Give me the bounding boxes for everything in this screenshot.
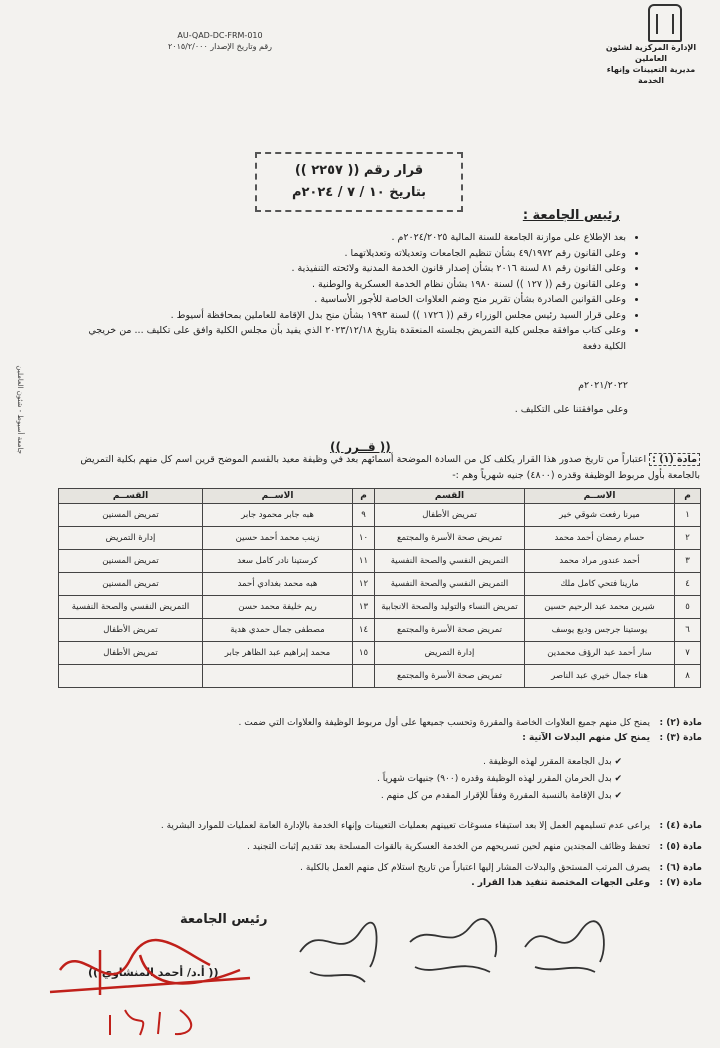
cell-dept: تمريض النساء والتوليد والصحة الانجابية [375, 596, 525, 619]
cell-dept: التمريض النفسي والصحة النفسية [375, 550, 525, 573]
col-header: القسم [375, 489, 525, 504]
cell-dept: إدارة التمريض [375, 642, 525, 665]
preamble-item: • وعلى القوانين الصادرة بشأن تقرير منح وضم العلاوات الخاصة للأجور الأساسية . [66, 292, 626, 308]
cell-num: ١٢ [353, 573, 375, 596]
table-row [59, 642, 701, 665]
preamble-item: • وعلى القانون رقم (( ١٢٧ )) لسنة ١٩٨٠ بشأن نظام الخدمة العسكرية والوطنية . [66, 277, 626, 293]
decision-box [255, 152, 463, 212]
article-7-label: مادة (٧) : [659, 878, 702, 888]
signature-3-icon [400, 912, 510, 987]
col-header: م [353, 489, 375, 504]
article-5 [52, 840, 702, 855]
cell-name: مارينا فتحي كامل ملك [525, 573, 675, 596]
cell-dept [59, 665, 203, 688]
allowance-item: ✔ بدل الحرمان المقرر لهذه الوظيفة وقدره (٩٠٠) جنيهات شهرياً . [52, 771, 622, 788]
graduation-year: ٢٠٢١/٢٠٢٢م [578, 380, 628, 391]
president-title: رئيس الجامعة : [522, 208, 620, 223]
signature-2-icon [290, 912, 390, 992]
article-7-text: وعلى الجهات المختصة تنفيذ هذا القرار . [471, 878, 650, 888]
cell-num: ٢ [675, 527, 701, 550]
cell-dept: تمريض الأطفال [375, 504, 525, 527]
table-row [59, 504, 701, 527]
cell-dept: تمريض المسنين [59, 573, 203, 596]
cell-name: هبه محمد بغدادي أحمد [203, 573, 353, 596]
decision-number: قرار رقم (( ٢٢٥٧ )) [294, 163, 424, 178]
cell-dept: تمريض صحة الأسرة والمجتمع [375, 665, 525, 688]
signature-4-icon [515, 912, 615, 982]
table-header-row [59, 489, 701, 504]
cell-dept: تمريض المسنين [59, 550, 203, 573]
cell-num: ٥ [675, 596, 701, 619]
article-1-label: مادة (١) : [649, 453, 700, 466]
table-row [59, 619, 701, 642]
preamble-item: • وعلى قرار السيد رئيس مجلس الوزراء رقم (( ١٧٢٦ )) لسنة ١٩٩٣ بشأن منح بدل الإقامة للعاملين بمحافظة أسيوط . [66, 308, 626, 324]
cell-dept: تمريض الأطفال [59, 642, 203, 665]
col-header: م [675, 489, 701, 504]
cell-num: ٤ [675, 573, 701, 596]
decision-date: بتاريخ ١٠ / ٧ / ٢٠٢٤م [291, 185, 427, 200]
col-header: الاســم [203, 489, 353, 504]
article-2-text: يمنح كل منهم جميع العلاوات الخاصة والمقررة وتحسب جميعها على أول مربوط الوظيفة والعلاوات التي ضمت . [238, 718, 650, 728]
cell-num: ١٤ [353, 619, 375, 642]
preamble-tail [88, 378, 628, 418]
cell-num: ٦ [675, 619, 701, 642]
cell-name: كرستينا نادر كامل سعد [203, 550, 353, 573]
cell-dept: إدارة التمريض [59, 527, 203, 550]
allowance-item: ✔ بدل الإقامة بالنسبة المقررة وفقاً للإقرار المقدم من كل منهم . [52, 788, 622, 805]
table-row [59, 596, 701, 619]
cell-name: ريم خليفة محمد حسن [203, 596, 353, 619]
signature-title: رئيس الجامعة [180, 912, 268, 927]
article-1-text: اعتباراً من تاريخ صدور هذا القرار يكلف كل من السادة الموضحة أسمائهم بعد في وظيفة معيد بالقسم الموضح قرين اسم كل منهم بكلية التمريض بالجامعة بأول مربوط الوظيفة وقدره (٤٨٠٠) جنيه شهرياً وهم :- [80, 454, 700, 481]
cell-dept: تمريض صحة الأسرة والمجتمع [375, 619, 525, 642]
cell-dept: تمريض صحة الأسرة والمجتمع [375, 527, 525, 550]
articles-block [52, 716, 702, 891]
margin-note: جامعة أسيوط - شئون العاملين [16, 365, 24, 454]
article-6 [52, 861, 702, 876]
cell-dept: تمريض الأطفال [59, 619, 203, 642]
col-header: القســم [59, 489, 203, 504]
cell-dept: تمريض المسنين [59, 504, 203, 527]
department-header [596, 42, 706, 86]
cell-num: ١٣ [353, 596, 375, 619]
allowance-item: ✔ بدل الجامعة المقرر لهذه الوظيفة . [52, 754, 622, 771]
form-header [150, 30, 290, 52]
article-2 [52, 716, 702, 731]
cell-num: ٩ [353, 504, 375, 527]
cell-num: ١ [675, 504, 701, 527]
col-header: الاســم [525, 489, 675, 504]
form-code: AU-QAD-DC-FRM-010 [177, 31, 263, 40]
preamble-list [66, 230, 640, 354]
article-3-text: يمنح كل منهم البدلات الآتية : [522, 733, 650, 743]
cell-num [353, 665, 375, 688]
preamble-item: • وعلى كتاب موافقة مجلس كلية التمريض بجلسته المنعقدة بتاريخ ٢٠٢٣/١٢/١٨ الذي يفيد بأن مجلس الكلية وافق على تكليف ... من خريجي الكلية دفعة [66, 323, 626, 354]
cell-name: زينب محمد أحمد حسين [203, 527, 353, 550]
cell-num: ٨ [675, 665, 701, 688]
article-5-label: مادة (٥) : [659, 842, 702, 852]
approval-line: وعلى موافقتنا على التكليف . [514, 404, 628, 415]
cell-num: ١٠ [353, 527, 375, 550]
cell-name: شيرين محمد عبد الرحيم حسين [525, 596, 675, 619]
article-3 [52, 731, 702, 746]
article-4 [52, 819, 702, 834]
article-4-label: مادة (٤) : [659, 821, 702, 831]
table-row [59, 550, 701, 573]
decides-heading: (( قــرر )) [330, 440, 391, 454]
cell-name: هناء جمال خيري عبد الناصر [525, 665, 675, 688]
cell-name: أحمد عندور مراد محمد [525, 550, 675, 573]
cell-name: ميرنا رفعت شوقي خير [525, 504, 675, 527]
cell-num: ١٥ [353, 642, 375, 665]
table-row [59, 665, 701, 688]
cell-num: ٣ [675, 550, 701, 573]
signature-name: (( أ.د/ أحمد المنشاوي )) [88, 966, 219, 979]
dept-line-1: الإدارة المركزية لشئون العاملين [605, 43, 697, 63]
cell-dept: التمريض النفسي والصحة النفسية [59, 596, 203, 619]
president-signature-icon [40, 930, 270, 1040]
article-2-label: مادة (٢) : [659, 718, 702, 728]
cell-num: ١١ [353, 550, 375, 573]
appointees-table [58, 488, 701, 688]
cell-name: حسام رمضان أحمد محمد [525, 527, 675, 550]
preamble-item: • بعد الإطلاع على موازنة الجامعة للسنة المالية ٢٠٢٤/٢٠٢٥م . [66, 230, 626, 246]
cell-name: محمد إبراهيم عبد الظاهر جابر [203, 642, 353, 665]
dept-line-2: مديرية التعيينات وإنهاء الخدمة [606, 65, 696, 85]
article-3-label: مادة (٣) : [659, 733, 702, 743]
article-7 [52, 876, 702, 891]
cell-num: ٧ [675, 642, 701, 665]
cell-name: سار أحمد عبد الرؤف محمدين [525, 642, 675, 665]
allowances-list [52, 746, 702, 813]
article-5-text: تحفظ وظائف المجندين منهم لحين تسريحهم من الخدمة العسكرية بالقوات المسلحة بعد تقديم إثبات التجنيد . [247, 842, 650, 852]
cell-name: مصطفى جمال حمدي هدية [203, 619, 353, 642]
issue-line: رقم وتاريخ الإصدار ٢٠١٥/٢/٠٠٠ [167, 42, 273, 51]
cell-name: يوستينا جرجس وديع يوسف [525, 619, 675, 642]
preamble-item: • وعلى القانون رقم ٨١ لسنة ٢٠١٦ بشأن إصدار قانون الخدمة المدنية ولائحته التنفيذية . [66, 261, 626, 277]
table-row [59, 527, 701, 550]
university-logo-icon [648, 4, 682, 42]
article-6-text: يصرف المرتب المستحق والبدلات المشار إليها اعتباراً من تاريخ استلام كل منهم العمل بالكلية . [300, 863, 650, 873]
cell-dept: التمريض النفسي والصحة النفسية [375, 573, 525, 596]
cell-name: هبه جابر محمود جابر [203, 504, 353, 527]
article-1 [60, 452, 700, 484]
cell-name [203, 665, 353, 688]
table-row [59, 573, 701, 596]
article-4-text: يراعى عدم تسليمهم العمل إلا بعد استيفاء مسوغات تعيينهم بعمليات التعيينات وإنهاء الخدمة بالإدارة العامة لعمليات للموارد البشرية . [160, 821, 650, 831]
article-6-label: مادة (٦) : [659, 863, 702, 873]
preamble-item: • وعلى القانون رقم ٤٩/١٩٧٢ بشأن تنظيم الجامعات وتعديلاته وتعديلاتهما . [66, 246, 626, 262]
